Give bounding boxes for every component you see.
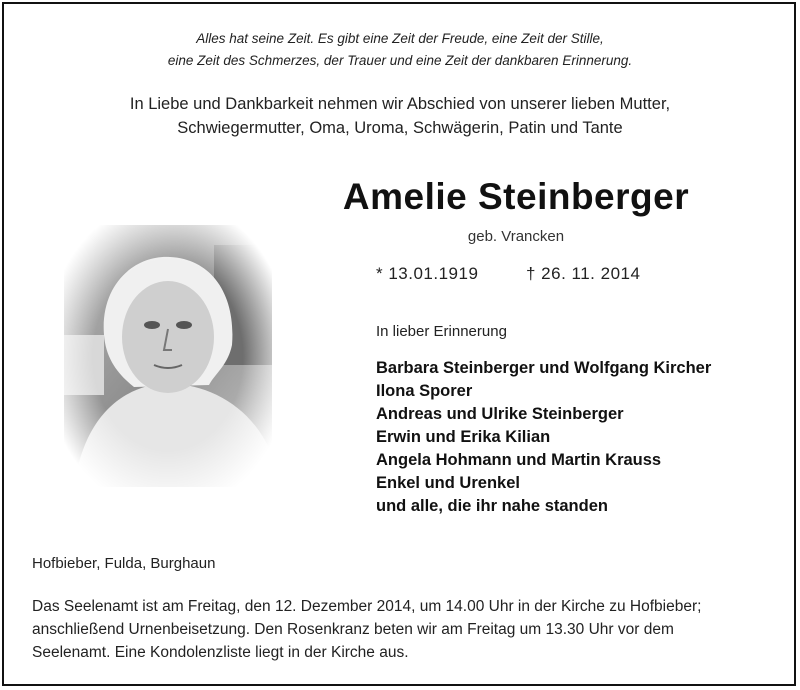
deceased-name: Amelie Steinberger <box>342 176 690 217</box>
mourner-item: und alle, die ihr nahe standen <box>376 497 608 515</box>
service-notice <box>32 595 768 664</box>
intro-line-1: In Liebe und Dankbarkeit nehmen wir Abschied von unserer lieben Mutter, <box>129 95 671 113</box>
mourner-item: Ilona Sporer <box>376 382 473 400</box>
mourner-item: Andreas und Ulrike Steinberger <box>376 405 624 423</box>
quote-line-1: Alles hat seine Zeit. Es gibt eine Zeit der Freude, eine Zeit der Stille, <box>196 31 604 46</box>
memory-heading: In lieber Erinnerung <box>376 323 507 340</box>
birth-name: geb. Vrancken <box>467 228 565 245</box>
portrait-photo <box>64 225 272 487</box>
notice-line-2: anschließend Urnenbeisetzung. Den Rosenkranz beten wir am Freitag um 13.30 Uhr vor dem <box>32 621 674 638</box>
place-names: Hofbieber, Fulda, Burghaun <box>32 555 216 572</box>
birth-date: * 13.01.1919 <box>376 264 479 283</box>
farewell-intro <box>0 92 800 140</box>
opening-quote <box>0 28 800 72</box>
quote-line-2: eine Zeit des Schmerzes, der Trauer und eine Zeit der dankbaren Erinnerung. <box>167 53 633 68</box>
life-dates <box>376 264 640 284</box>
portrait-illustration <box>64 225 272 487</box>
mourners-list <box>376 357 711 518</box>
death-date: † 26. 11. 2014 <box>526 264 641 283</box>
mourner-item: Barbara Steinberger und Wolfgang Kircher <box>376 359 712 377</box>
notice-line-1: Das Seelenamt ist am Freitag, den 12. Dezember 2014, um 14.00 Uhr in der Kirche zu Hofbieber; <box>32 598 702 615</box>
mourner-item: Enkel und Urenkel <box>376 474 520 492</box>
notice-line-3: Seelenamt. Eine Kondolenzliste liegt in der Kirche aus. <box>32 644 409 661</box>
intro-line-2: Schwiegermutter, Oma, Uroma, Schwägerin, Patin und Tante <box>177 119 623 137</box>
mourner-item: Erwin und Erika Kilian <box>376 428 551 446</box>
mourner-item: Angela Hohmann und Martin Krauss <box>376 451 662 469</box>
